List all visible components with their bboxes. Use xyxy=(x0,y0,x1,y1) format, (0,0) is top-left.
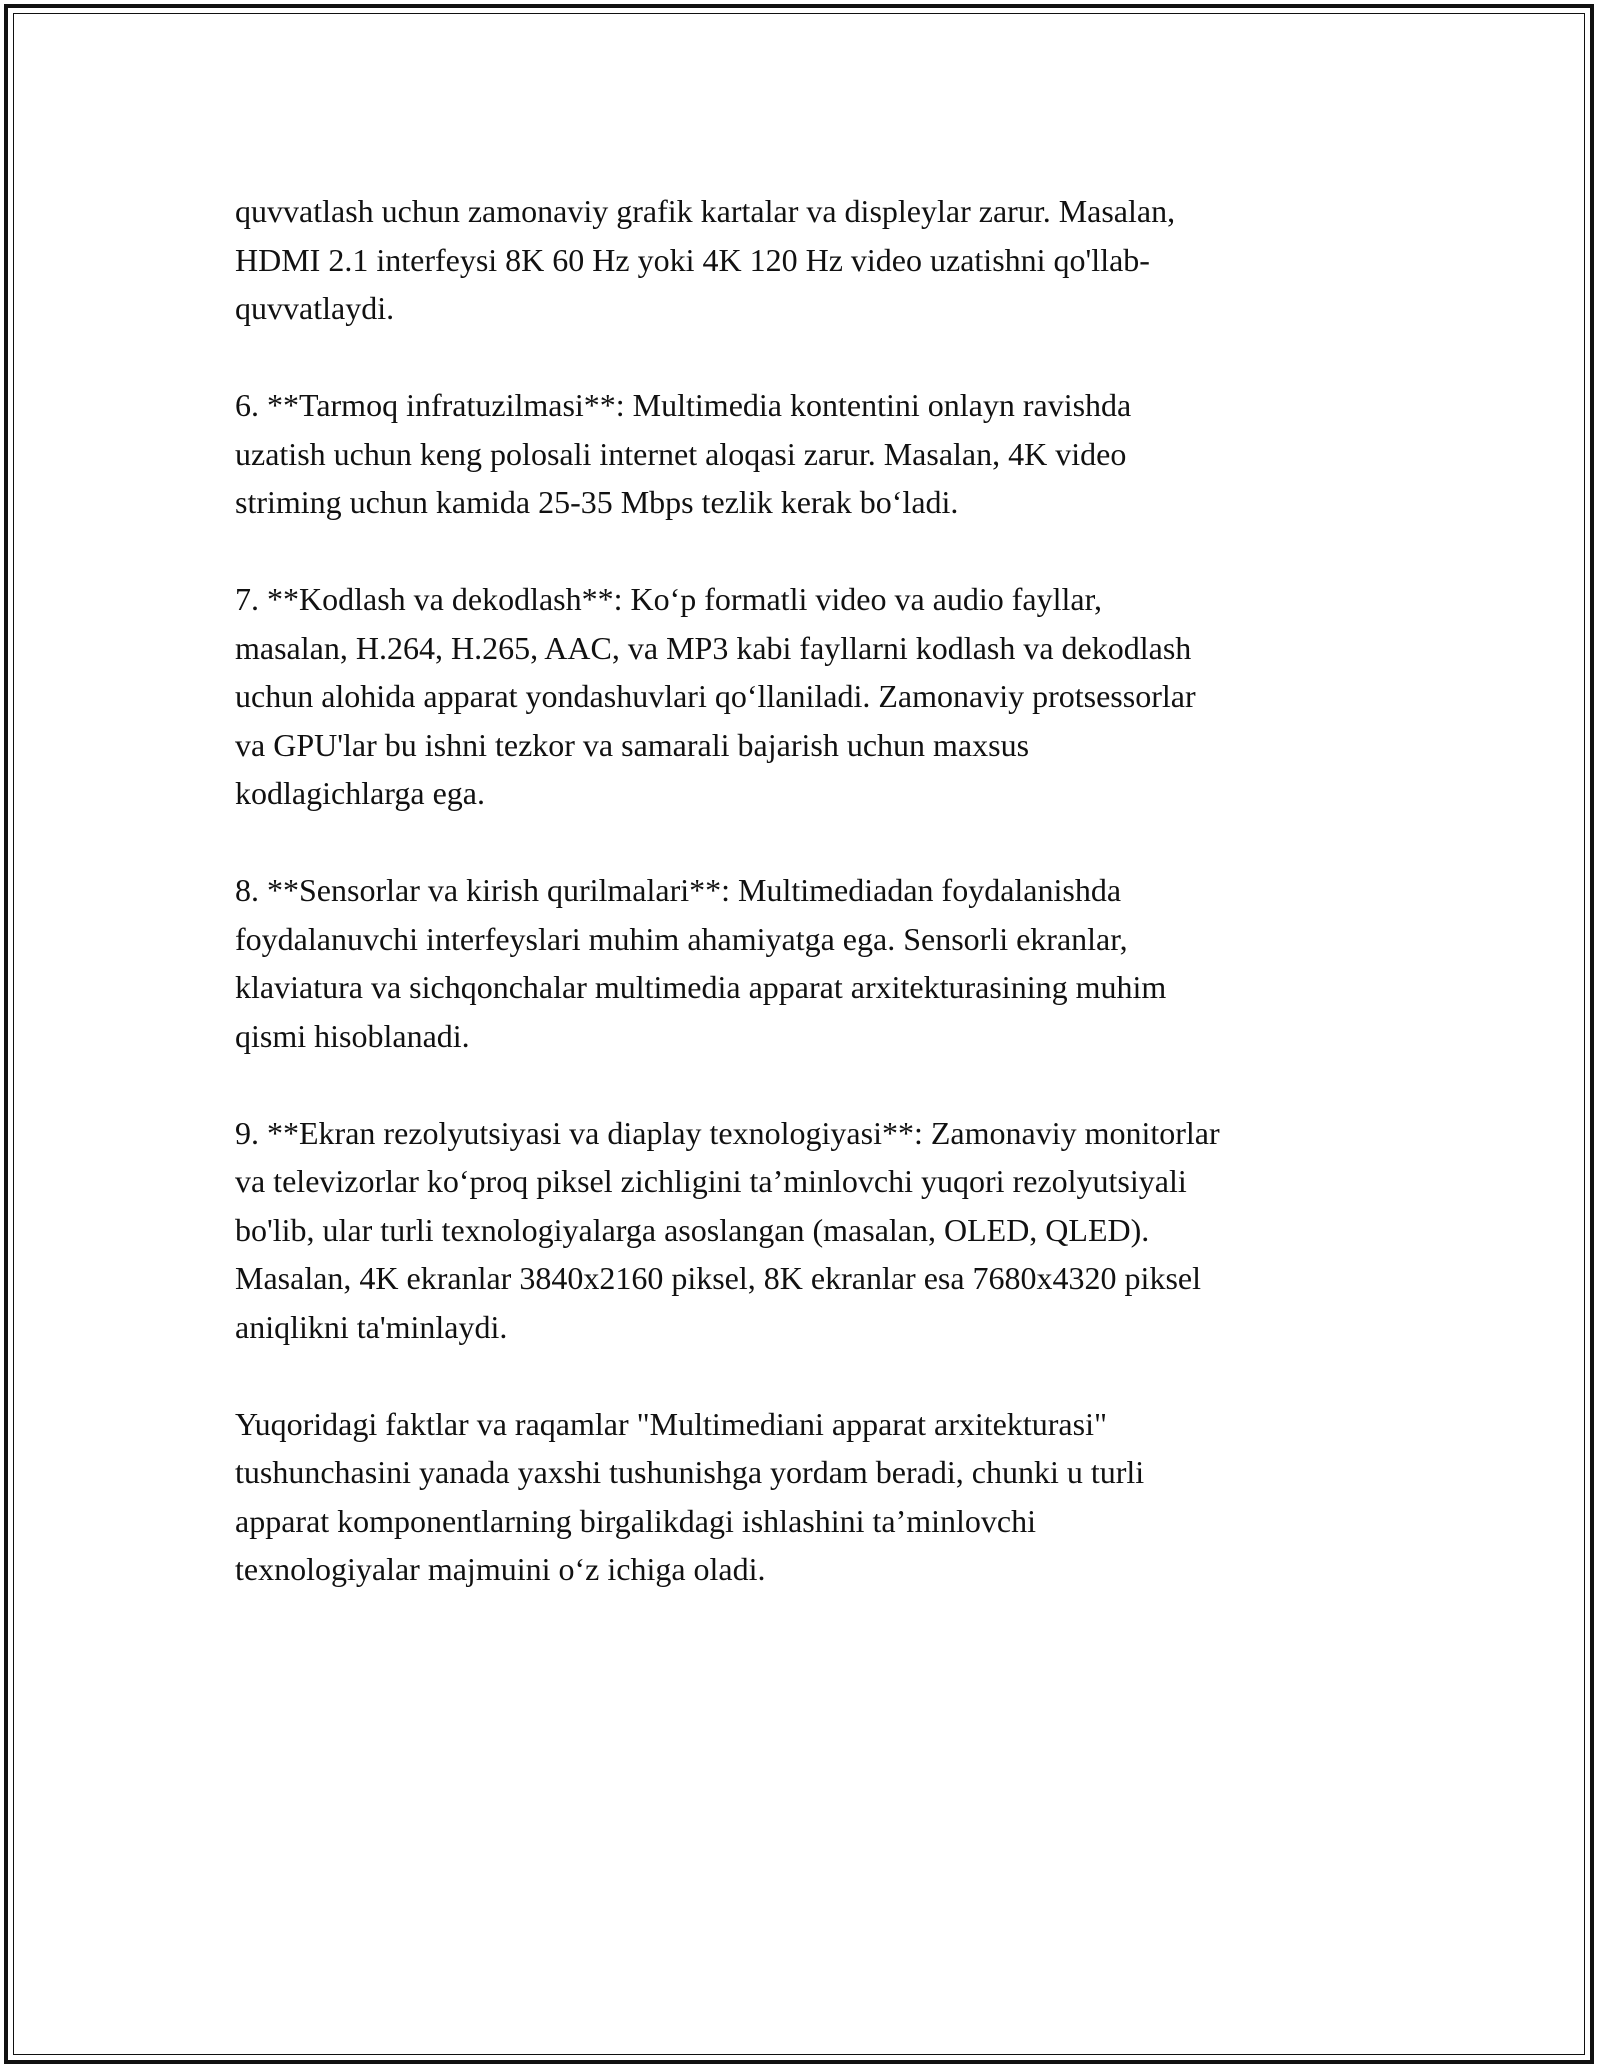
paragraph-encoding-decoding: 7. **Kodlash va dekodlash**: Ko‘p formatli video va audio fayllar, masalan, H.264, H.265, AAC, va MP3 kabi fayllarni kodlash va dekodlash uchun alohida apparat yondashuvlari qo‘llaniladi. Zamonaviy protsessorlar va GPU'lar bu ishni tezkor va samarali bajarish uchun maxsus kodlagichlarga ega. xyxy=(235,581,1196,811)
paragraph-conclusion: Yuqoridagi faktlar va raqamlar "Multimediani apparat arxitekturasi" tushunchasini yanada yaxshi tushunishga yordam beradi, chunki u turli apparat komponentlarning birgalikdagi ishlashini ta’minlovchi texnologiyalar majmuini o‘z ichiga oladi. xyxy=(235,1405,1145,1587)
paragraph-display-support: quvvatlash uchun zamonaviy grafik kartalar va displeylar zarur. Masalan, HDMI 2.1 interfeysi 8K 60 Hz yoki 4K 120 Hz video uzatishni qo'llab- quvvatlaydi. xyxy=(235,193,1176,326)
paragraph-sensors-input-devices: 8. **Sensorlar va kirish qurilmalari**: Multimediadan foydalanishda foydalanuvchi interfeyslari muhim ahamiyatga ega. Sensorli ekranlar, klaviatura va sichqonchalar multimedia apparat arxitekturasining muhim qismi hisoblanadi. xyxy=(235,872,1167,1054)
document-body xyxy=(235,187,1375,1642)
paragraph-network-infrastructure: 6. **Tarmoq infratuzilmasi**: Multimedia kontentini onlayn ravishda uzatish uchun keng polosali internet aloqasi zarur. Masalan, 4K video striming uchun kamida 25-35 Mbps tezlik kerak bo‘ladi. xyxy=(235,387,1132,520)
paragraph-screen-resolution: 9. **Ekran rezolyutsiyasi va diaplay texnologiyasi**: Zamonaviy monitorlar va televizorlar ko‘proq piksel zichligini ta’minlovchi yuqori rezolyutsiyali bo'lib, ular turli texnologiyalarga asoslangan (masalan, OLED, QLED). Masalan, 4K ekranlar 3840x2160 piksel, 8K ekranlar esa 7680x4320 piksel aniqlikni ta'minlaydi. xyxy=(235,1114,1220,1345)
